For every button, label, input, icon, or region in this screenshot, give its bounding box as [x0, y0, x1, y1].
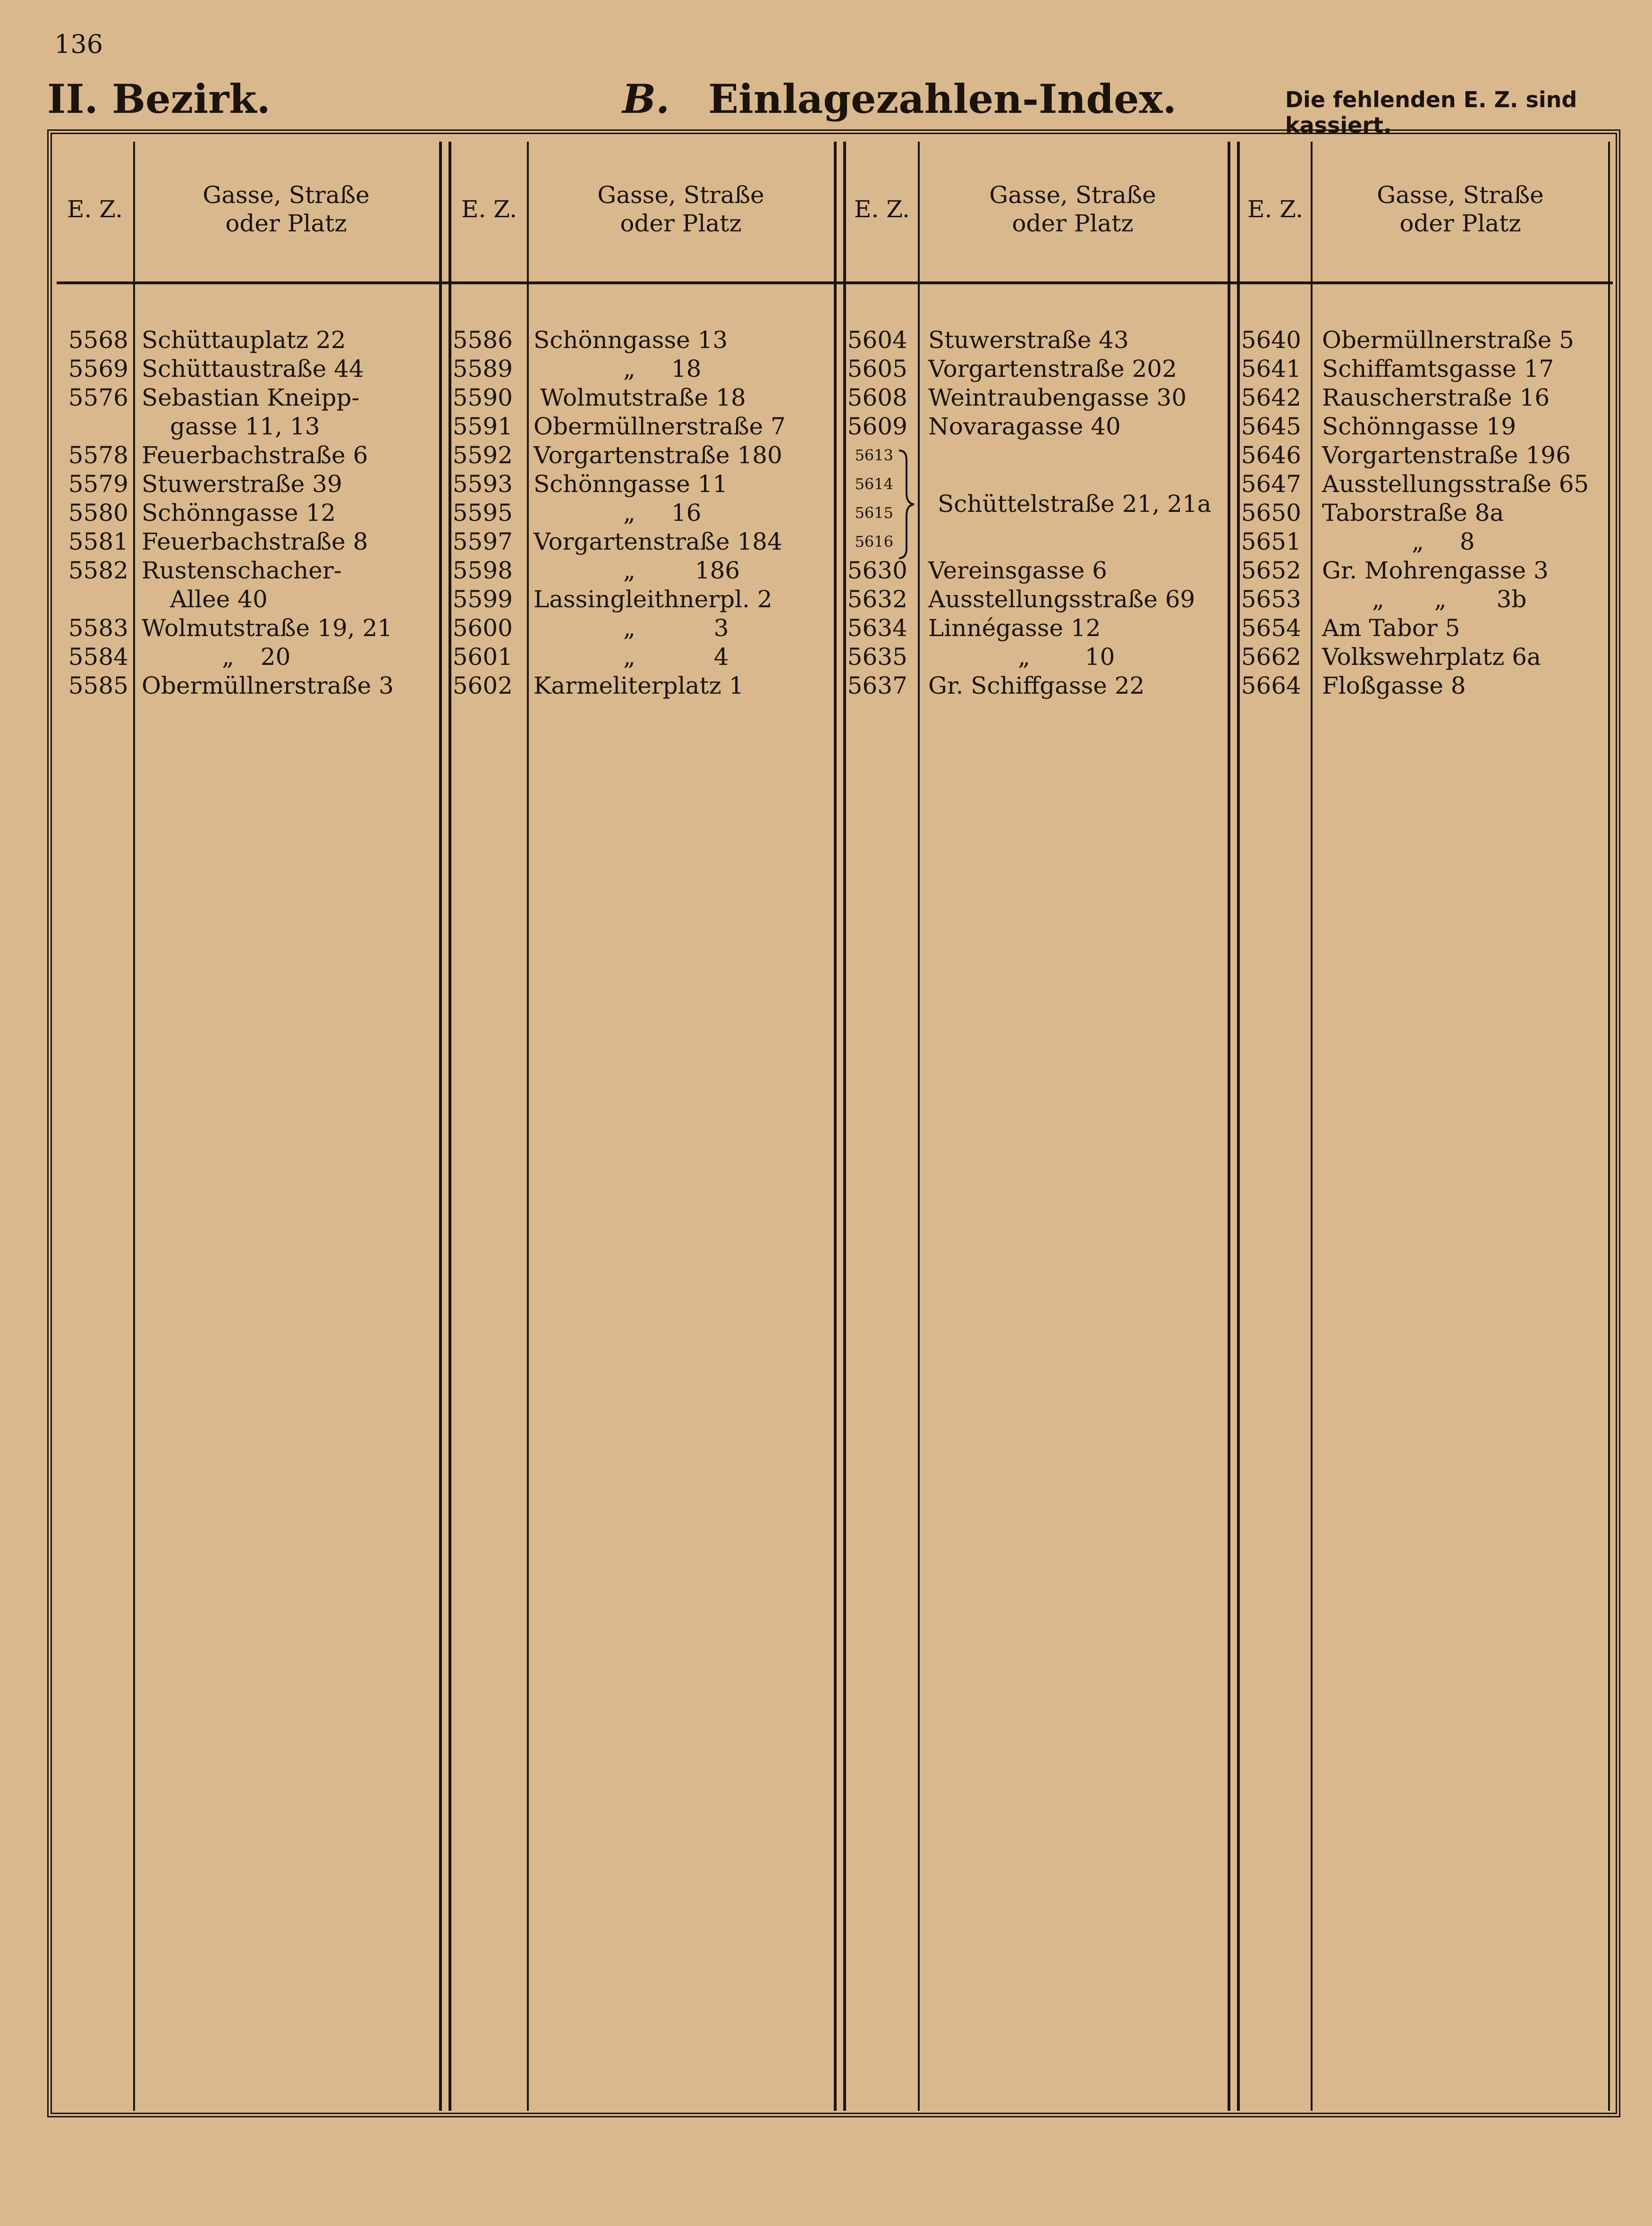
street-name: Vorgartenstraße 180	[534, 442, 782, 469]
street-name: Schüttaustraße 44	[142, 355, 364, 382]
table-row	[57, 499, 394, 527]
street-header-line1: Gasse, Straße	[203, 181, 370, 209]
street-header-line2: oder Platz	[1399, 210, 1521, 237]
ez-number: 5650	[1241, 499, 1301, 527]
street-name: Lassingleithnerpl. 2	[534, 586, 772, 613]
ez-number: 5614	[855, 475, 893, 493]
table-row	[846, 643, 1195, 671]
ez-number: 5569	[68, 355, 128, 382]
street-name: „ 20	[222, 643, 291, 671]
brace-icon	[899, 450, 914, 558]
table-row	[451, 585, 786, 614]
street-header-line2: oder Platz	[620, 210, 742, 237]
ez-number: 5608	[847, 384, 907, 411]
street-name: Sebastian Kneipp-	[142, 384, 360, 411]
table-row	[451, 412, 786, 441]
street-header	[135, 181, 437, 238]
street-name: Rauscherstraße 16	[1322, 384, 1550, 411]
street-name: Weintraubengasse 30	[928, 384, 1187, 411]
ez-number: 5579	[68, 470, 128, 498]
street-name: Ausstellungsstraße 69	[928, 586, 1195, 613]
street-name: Wolmutstraße 19, 21	[142, 614, 393, 642]
ez-number: 5605	[847, 355, 907, 382]
table-row	[451, 355, 786, 383]
section-letter: B.	[622, 76, 670, 122]
ez-header: E. Z.	[67, 195, 123, 223]
table-row	[1240, 527, 1589, 556]
table-row	[57, 470, 394, 499]
table-row	[451, 643, 786, 671]
street-name: Karmeliterplatz 1	[534, 672, 744, 699]
column-divider	[1608, 142, 1610, 2111]
street-name: Vorgartenstraße 196	[1322, 442, 1571, 469]
ez-number	[57, 585, 128, 614]
street-name: Volkswehrplatz 6a	[1322, 643, 1541, 671]
ez-number: 5613	[855, 446, 893, 464]
street-name: gasse 11, 13	[170, 413, 320, 440]
street-header-line1: Gasse, Straße	[989, 181, 1156, 209]
street-header-line2: oder Platz	[1012, 210, 1134, 237]
street-name: Obermüllnerstraße 3	[142, 672, 394, 699]
table-row	[451, 671, 786, 700]
ez-number: 5576	[68, 384, 128, 411]
street-name: Wolmutstraße 18	[540, 384, 746, 411]
ez-number	[57, 412, 128, 441]
index-column-4	[1240, 326, 1589, 700]
street-name: „ 10	[1018, 643, 1115, 671]
street-name: Taborstraße 8a	[1322, 499, 1504, 527]
table-row	[57, 326, 394, 355]
street-name: Ausstellungsstraße 65	[1322, 470, 1589, 498]
ez-number: 5616	[855, 533, 893, 551]
table-row	[451, 470, 786, 499]
street-header-line1: Gasse, Straße	[597, 181, 764, 209]
table-row	[57, 585, 394, 614]
table-row	[1240, 326, 1589, 355]
page-number: 136	[54, 29, 103, 59]
table-row	[1240, 470, 1589, 499]
table-row	[1240, 383, 1589, 412]
ez-header: E. Z.	[1247, 195, 1304, 223]
ez-number: 5593	[452, 470, 513, 498]
ez-number: 5595	[452, 499, 513, 527]
table-row	[57, 671, 394, 700]
ez-number: 5653	[1241, 586, 1301, 613]
street-name: Gr. Mohrengasse 3	[1322, 557, 1549, 584]
ez-number: 5582	[68, 557, 128, 584]
ez-number: 5585	[68, 672, 128, 699]
street-name: „ 18	[623, 355, 702, 382]
table-row	[1240, 556, 1589, 585]
ez-number: 5592	[452, 442, 513, 469]
ez-number: 5645	[1241, 413, 1301, 440]
table-row	[846, 614, 1195, 643]
ez-number: 5589	[452, 355, 513, 382]
ez-number: 5664	[1241, 672, 1301, 699]
ez-number: 5586	[452, 326, 513, 354]
street-name: Schiffamtsgasse 17	[1322, 355, 1554, 382]
street-header	[1313, 181, 1608, 238]
street-header	[529, 181, 833, 238]
street-name: Vorgartenstraße 202	[928, 355, 1177, 382]
table-row	[57, 355, 394, 383]
street-name: Gr. Schiffgasse 22	[928, 672, 1145, 699]
street-name: Stuwerstraße 39	[142, 470, 342, 498]
table-row	[57, 412, 394, 441]
table-row	[451, 614, 786, 643]
ez-number: 5654	[1241, 614, 1301, 642]
street-name: Linnégasse 12	[928, 614, 1101, 642]
ez-number: 5637	[847, 672, 907, 699]
street-name: Schönngasse 12	[142, 499, 336, 527]
ez-number: 5599	[452, 586, 513, 613]
table-row	[846, 355, 1195, 383]
grouped-street-name: Schüttelstraße 21, 21a	[938, 490, 1211, 518]
ez-number: 5630	[847, 557, 907, 584]
table-row	[846, 412, 1195, 441]
district-heading: II. Bezirk.	[47, 76, 271, 122]
table-row	[1240, 412, 1589, 441]
ez-number: 5601	[452, 643, 513, 671]
ez-number: 5652	[1241, 557, 1301, 584]
header-rule	[57, 281, 1613, 284]
index-column-1	[57, 326, 394, 700]
ez-number: 5632	[847, 586, 907, 613]
table-row	[57, 441, 394, 470]
ez-number: 5634	[847, 614, 907, 642]
street-name: Rustenschacher-	[142, 557, 342, 584]
ez-number: 5635	[847, 643, 907, 671]
table-row	[1240, 643, 1589, 671]
table-row	[451, 383, 786, 412]
ez-number: 5602	[452, 672, 513, 699]
street-name: Floßgasse 8	[1322, 672, 1466, 699]
ez-header: E. Z.	[461, 195, 517, 223]
column-divider	[834, 142, 846, 2111]
ez-number: 5568	[68, 326, 128, 354]
street-name: „ „ 3b	[1372, 586, 1527, 613]
table-row	[57, 556, 394, 585]
street-name: „ 8	[1412, 528, 1475, 555]
table-row	[57, 643, 394, 671]
ez-number: 5662	[1241, 643, 1301, 671]
street-name: Novaragasse 40	[928, 413, 1121, 440]
ez-number: 5647	[1241, 470, 1301, 498]
ez-number: 5651	[1241, 528, 1301, 555]
cancelled-note: Die fehlenden E. Z. sind kassiert.	[1285, 87, 1577, 138]
index-column-2	[451, 326, 786, 700]
table-row	[451, 499, 786, 527]
table-row	[1240, 441, 1589, 470]
ez-number: 5578	[68, 442, 128, 469]
table-row	[1240, 499, 1589, 527]
street-header-line1: Gasse, Straße	[1377, 181, 1544, 209]
table-row	[1240, 671, 1589, 700]
street-name: Vereinsgasse 6	[928, 557, 1107, 584]
street-name: Am Tabor 5	[1322, 614, 1460, 642]
street-name: Stuwerstraße 43	[928, 326, 1129, 354]
index-title: Einlagezahlen-Index.	[708, 76, 1177, 122]
ez-number: 5609	[847, 413, 907, 440]
table-row	[846, 383, 1195, 412]
ez-number: 5615	[855, 504, 893, 522]
street-header	[920, 181, 1226, 238]
table-row	[57, 383, 394, 412]
ez-number: 5581	[68, 528, 128, 555]
column-divider	[1228, 142, 1240, 2111]
street-header-line2: oder Platz	[225, 210, 347, 237]
street-name: „ 16	[623, 499, 702, 527]
ez-number: 5642	[1241, 384, 1301, 411]
table-row	[1240, 355, 1589, 383]
ez-number: 5598	[452, 557, 513, 584]
ez-number: 5600	[452, 614, 513, 642]
group-brace	[896, 448, 924, 561]
table-row	[1240, 585, 1589, 614]
street-name: Schönngasse 11	[534, 470, 728, 498]
table-row	[451, 527, 786, 556]
street-name: Obermüllnerstraße 7	[534, 413, 786, 440]
ez-number: 5646	[1241, 442, 1301, 469]
ez-number: 5641	[1241, 355, 1301, 382]
street-name: „ 3	[623, 614, 729, 642]
table-row	[451, 326, 786, 355]
ez-header: E. Z.	[854, 195, 910, 223]
table-row	[451, 441, 786, 470]
street-name: Schüttauplatz 22	[142, 326, 346, 354]
street-name: „ 4	[623, 643, 729, 671]
ez-number: 5583	[68, 614, 128, 642]
table-row	[846, 326, 1195, 355]
table-row	[57, 527, 394, 556]
street-name: Feuerbachstraße 6	[142, 442, 368, 469]
street-name: Schönngasse 13	[534, 326, 728, 354]
street-name: Feuerbachstraße 8	[142, 528, 368, 555]
ez-number: 5597	[452, 528, 513, 555]
column-divider	[439, 142, 451, 2111]
ez-number: 5640	[1241, 326, 1301, 354]
table-row	[1240, 614, 1589, 643]
table-row	[57, 614, 394, 643]
ez-number: 5584	[68, 643, 128, 671]
street-name: Vorgartenstraße 184	[534, 528, 782, 555]
ez-number: 5590	[452, 384, 513, 411]
ez-number: 5591	[452, 413, 513, 440]
street-name: Allee 40	[170, 586, 268, 613]
ez-number: 5604	[847, 326, 907, 354]
table-row	[451, 556, 786, 585]
ez-number: 5580	[68, 499, 128, 527]
table-row	[846, 585, 1195, 614]
street-name: Schönngasse 19	[1322, 413, 1516, 440]
table-row	[846, 671, 1195, 700]
street-name: „ 186	[623, 557, 740, 584]
street-name: Obermüllnerstraße 5	[1322, 326, 1574, 354]
